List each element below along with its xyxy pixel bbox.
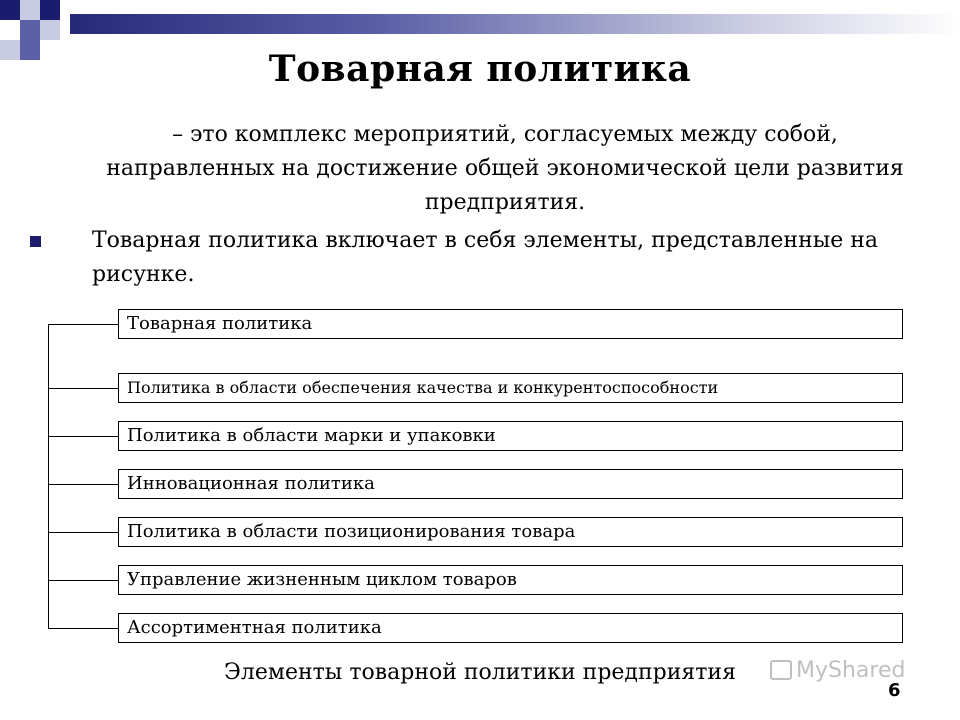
connector-line <box>48 532 118 533</box>
diagram-box: Товарная политика <box>118 309 903 339</box>
bracket-vertical-line <box>48 324 49 628</box>
deco-square <box>40 0 60 20</box>
connector-line <box>48 628 118 629</box>
diagram-box: Управление жизненным циклом товаров <box>118 565 903 595</box>
bullet-text: Товарная политика включает в себя элементы, представленные на рисунке. <box>92 228 879 287</box>
deco-square <box>40 20 60 40</box>
diagram-box: Политика в области марки и упаковки <box>118 421 903 451</box>
watermark-logo-icon <box>770 660 792 680</box>
diagram-box: Ассортиментная политика <box>118 613 903 643</box>
connector-line <box>48 388 118 389</box>
connector-line <box>48 324 118 325</box>
square-bullet-icon <box>30 236 41 247</box>
diagram-box: Инновационная политика <box>118 469 903 499</box>
diagram-box: Политика в области обеспечения качества и конкурентоспособности <box>118 373 903 403</box>
page-title: Товарная политика <box>268 48 692 90</box>
connector-line <box>48 580 118 581</box>
definition-text: – это комплекс мероприятий, согласуемых между собой, направленных на достижение общей экономической цели развития предприятия. <box>106 122 904 215</box>
connector-line <box>48 484 118 485</box>
diagram-box: Политика в области позиционирования товара <box>118 517 903 547</box>
title-gradient-bar <box>70 14 960 34</box>
deco-square <box>0 0 20 20</box>
watermark <box>770 658 905 683</box>
connector-line <box>48 436 118 437</box>
figure-caption: Элементы товарной политики предприятия <box>224 660 736 685</box>
deco-square <box>20 0 40 20</box>
watermark-text: MyShared <box>796 658 906 683</box>
page-number: 6 <box>888 680 901 701</box>
deco-square <box>20 20 40 40</box>
